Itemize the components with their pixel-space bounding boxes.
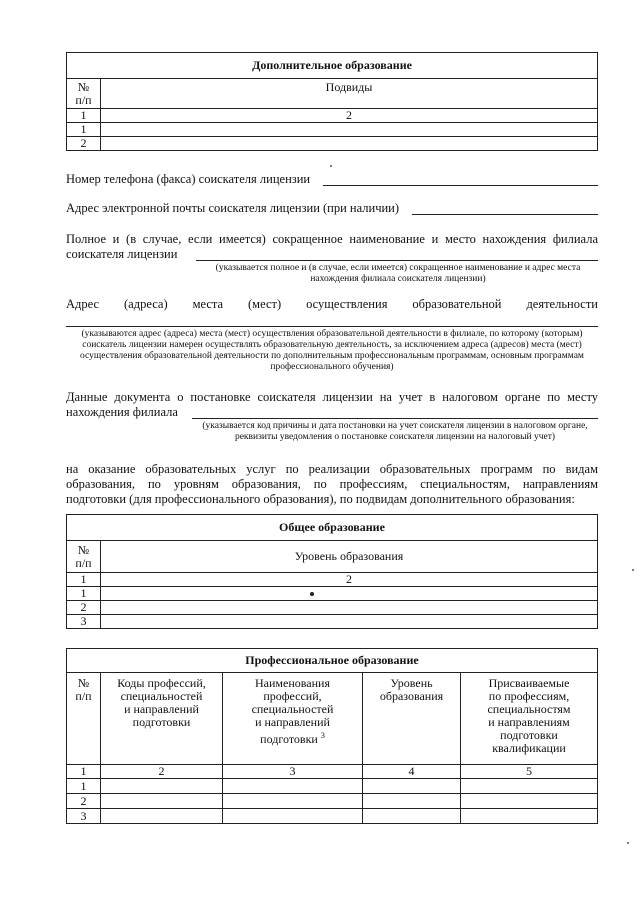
table-row-cell[interactable] xyxy=(101,137,598,151)
branch-name-label-line2: соискателя лицензии xyxy=(66,247,178,261)
col-subtypes-header: Подвиды xyxy=(101,79,598,109)
table-row-cell[interactable] xyxy=(101,809,223,824)
col-number-header: № п/п xyxy=(67,673,101,765)
col-index-1: 1 xyxy=(67,109,101,123)
col-qualification-header: Присваиваемые по профессиям, специальностям и направлениям подготовки квалификации xyxy=(461,673,598,765)
table-row-cell[interactable] xyxy=(363,809,461,824)
tax-label-line2: нахождения филиала xyxy=(66,405,178,419)
col-index-2: 2 xyxy=(101,573,598,587)
footnote-mark: 3 xyxy=(320,731,325,740)
professional-education-table xyxy=(66,648,598,824)
address-field[interactable] xyxy=(66,326,598,327)
email-label: Адрес электронной почты соискателя лицензии (при наличии) xyxy=(66,201,400,215)
table-row-number: 1 xyxy=(67,779,101,794)
additional-education-table xyxy=(66,52,598,151)
table-row-cell[interactable] xyxy=(461,794,598,809)
col-names-header xyxy=(223,673,363,765)
additional-education-title: Дополнительное образование xyxy=(67,53,598,79)
table-row-cell[interactable] xyxy=(363,779,461,794)
table-row-number: 3 xyxy=(67,809,101,824)
tax-field[interactable] xyxy=(192,418,598,419)
col-number-header: № п/п xyxy=(67,541,101,573)
tax-label-line1: Данные документа о постановке соискателя лицензии на учет в налоговом органе по месту xyxy=(66,390,598,404)
table-row-number: 1 xyxy=(67,587,101,601)
services-paragraph-line3: подготовки (для профессионального образования), по подвидам дополнительного образования: xyxy=(66,492,575,506)
email-field[interactable] xyxy=(412,214,598,215)
professional-education-title: Профессиональное образование xyxy=(67,649,598,673)
table-row-cell[interactable] xyxy=(461,779,598,794)
table-row-cell[interactable] xyxy=(101,123,598,137)
col-names-header-text: Наименования профессий, специальностей и направлений подготовки xyxy=(251,676,334,746)
services-paragraph-line2: образования, по уровням образования, по профессиям, специальностям, направлениям xyxy=(66,477,598,491)
general-education-title: Общее образование xyxy=(67,515,598,541)
table-row-number: 2 xyxy=(67,794,101,809)
table-row-cell[interactable] xyxy=(101,794,223,809)
col-index-2: 2 xyxy=(101,765,223,779)
table-row-number: 1 xyxy=(67,123,101,137)
col-level-header: Уровень образования xyxy=(101,541,598,573)
table-row-number: 2 xyxy=(67,137,101,151)
col-index-1: 1 xyxy=(67,765,101,779)
bullet-icon xyxy=(310,592,314,596)
table-row-number: 3 xyxy=(67,615,101,629)
branch-name-field[interactable] xyxy=(196,260,598,261)
col-index-4: 4 xyxy=(363,765,461,779)
table-row-cell[interactable] xyxy=(223,794,363,809)
col-index-2: 2 xyxy=(101,109,598,123)
address-label: Адрес (адреса) места (мест) осуществления образовательной деятельности xyxy=(66,297,598,311)
table-row-cell[interactable] xyxy=(461,809,598,824)
col-index-3: 3 xyxy=(223,765,363,779)
table-row-number: 2 xyxy=(67,601,101,615)
scan-speck xyxy=(632,569,634,571)
col-index-1: 1 xyxy=(67,573,101,587)
col-level-header: Уровень образования xyxy=(363,673,461,765)
address-note: (указываются адрес (адреса) места (мест) осуществления образовательной деятельности в филиале, по которому (которым) соискатель лицензии намерен осуществлять образовательную деятельность, за исключением адреса (адресов) места (мест) осуществления образовательной деятельности по дополнительным профессиональным программам, основным программам профессионального обучения) xyxy=(80,329,584,372)
col-codes-header: Коды профессий, специальностей и направлений подготовки xyxy=(101,673,223,765)
general-education-table xyxy=(66,514,598,629)
col-index-5: 5 xyxy=(461,765,598,779)
phone-label: Номер телефона (факса) соискателя лицензии xyxy=(66,172,311,186)
table-row-cell[interactable] xyxy=(101,587,598,601)
scan-speck xyxy=(627,842,629,844)
table-row-cell[interactable] xyxy=(363,794,461,809)
table-row-cell[interactable] xyxy=(101,601,598,615)
table-row-cell[interactable] xyxy=(223,809,363,824)
scan-speck xyxy=(330,165,332,167)
table-row-cell[interactable] xyxy=(101,779,223,794)
table-row-cell[interactable] xyxy=(223,779,363,794)
services-paragraph-line1: на оказание образовательных услуг по реализации образовательных программ по видам xyxy=(66,462,598,476)
table-row-cell[interactable] xyxy=(101,615,598,629)
col-number-header: № п/п xyxy=(67,79,101,109)
phone-field[interactable] xyxy=(323,185,598,186)
tax-note: (указывается код причины и дата постановки на учет соискателя лицензии в налоговом органе, реквизиты уведомления о постановке соискателя лицензии на налоговый учет) xyxy=(202,421,588,442)
branch-name-note: (указывается полное и (в случае, если имеется) сокращенное наименование и адрес места нахождения филиала соискателя лицензии) xyxy=(215,263,581,284)
branch-name-label-line1: Полное и (в случае, если имеется) сокращенное наименование и место нахождения филиала xyxy=(66,232,598,246)
